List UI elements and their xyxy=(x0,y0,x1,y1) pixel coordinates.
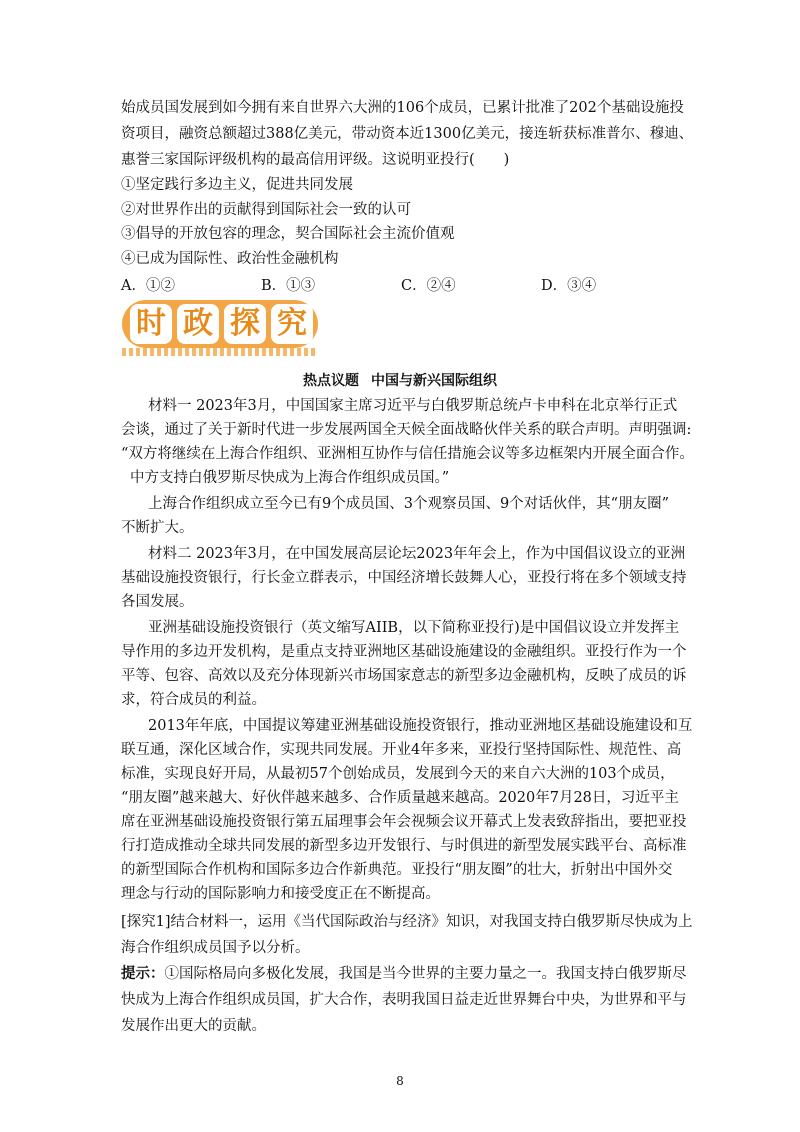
material-line: 亚洲基础设施投资银行（英文缩写AIIB，以下简称亚投行)是中国倡议设立并发挥主 xyxy=(148,620,680,636)
hint-line: 发展作出更大的贡献。 xyxy=(121,1018,266,1034)
banner-stripes xyxy=(122,348,318,356)
material-line: 2013年年底，中国提议筹建亚洲基础设施投资银行，推动亚洲地区基础设施建设和互 xyxy=(148,718,693,734)
banner-char: 探 xyxy=(224,304,266,344)
material-line: 材料二 2023年3月，在中国发展高层论坛2023年年会上，作为中国倡议设立的亚洲 xyxy=(148,546,686,562)
statement-item: ②对世界作出的贡献得到国际社会一致的认可 xyxy=(121,202,411,218)
material-line: 不断扩大。 xyxy=(121,520,194,536)
option-b: B．①③ xyxy=(261,278,316,294)
hint-line xyxy=(121,964,687,984)
banner-char: 时 xyxy=(130,304,172,344)
inquiry-line: [探究1]结合材料一，运用《当代国际政治与经济》知识，对我国支持白俄罗斯尽快成为上 xyxy=(121,914,693,930)
statement-item: ①坚定践行多边主义，促进共同发展 xyxy=(121,177,353,193)
material-line: 导作用的多边开发机构，是重点支持亚洲地区基础设施建设的金融组织。亚投行作为一个 xyxy=(121,644,687,660)
topic-label: 热点议题 xyxy=(303,373,359,389)
banner-char: 政 xyxy=(177,304,219,344)
material-line: 上海合作组织成立至今已有9个成员国、3个观察员国、9个对话伙伴，其“朋友圈” xyxy=(148,496,669,512)
material-line: 材料一 2023年3月，中国国家主席习近平与白俄罗斯总统卢卡申科在北京举行正式 xyxy=(148,398,678,414)
option-d: D．③④ xyxy=(541,278,597,294)
material-line: 标准，实现良好开局，从最初57个创始成员，发展到今天的来自六大洲的103个成员， xyxy=(121,766,675,782)
material-line: 平等、包容、高效以及充分体现新兴市场国家意志的新型多边金融机构，反映了成员的诉 xyxy=(121,668,687,684)
section-banner xyxy=(122,300,318,356)
hint-text: ①国际格局向多极化发展，我国是当今世界的主要力量之一。我国支持白俄罗斯尽 xyxy=(164,966,687,982)
hint-line: 快成为上海合作组织成员国，扩大合作，表明我国日益走近世界舞台中央，为世界和平与 xyxy=(121,992,687,1008)
material-line: 会谈，通过了关于新时代进一步发展两国全天候全面战略伙伴关系的联合声明。声明强调: xyxy=(121,422,692,438)
banner-char: 究 xyxy=(271,304,313,344)
question-text-line: 始成员国发展到如今拥有来自世界六大洲的106个成员，已累计批准了202个基础设施投 xyxy=(121,100,684,116)
statement-item: ④已成为国际性、政治性金融机构 xyxy=(121,251,339,267)
statement-item: ③倡导的开放包容的理念，契合国际社会主流价值观 xyxy=(121,226,455,242)
question-text-line: 惠誉三家国际评级机构的最高信用评级。这说明亚投行( ) xyxy=(121,152,510,168)
inquiry-line: 海合作组织成员国予以分析。 xyxy=(121,940,310,956)
option-a: A．①② xyxy=(121,278,175,294)
material-line: 理念与行动的国际影响力和接受度正在不断提高。 xyxy=(121,886,440,902)
hint-label: 提示： xyxy=(121,966,165,982)
material-line: 联互通，深化区域合作，实现共同发展。开业4年多来，亚投行坚持国际性、规范性、高 xyxy=(121,742,682,758)
material-line: “双方将继续在上海合作组织、亚洲相互协作与信任措施会议等多边框架内开展全面合作。 xyxy=(121,446,694,462)
material-line: 行打造成推动全球共同发展的新型多边开发银行、与时俱进的新型发展实践平台、高标准 xyxy=(121,838,687,854)
material-line: 各国发展。 xyxy=(121,594,194,610)
material-line: 席在亚洲基础设施投资银行第五届理事会年会视频会议开幕式上发表致辞指出，要把亚投 xyxy=(121,814,687,830)
material-line: 求，符合成员的利益。 xyxy=(121,692,266,708)
option-c: C．②④ xyxy=(401,278,456,294)
material-line: 基础设施投资银行，行长金立群表示，中国经济增长鼓舞人心，亚投行将在多个领域支持 xyxy=(121,570,687,586)
material-line: 的新型国际合作机构和国际多边合作新典范。亚投行“朋友圈”的壮大，折射出中国外交 xyxy=(121,862,673,878)
page-number: 8 xyxy=(396,1074,404,1088)
material-line: “朋友圈”越来越大、好伙伴越来越多、合作质量越来越高。2020年7月28日，习近平主 xyxy=(121,790,679,806)
answer-options xyxy=(121,274,681,294)
question-text-line: 资项目，融资总额超过388亿美元，带动资本近1300亿美元，接连斩获标准普尔、穆迪、 xyxy=(121,126,694,142)
topic-heading xyxy=(0,370,800,390)
material-line: 中方支持白俄罗斯尽快成为上海合作组织成员国。” xyxy=(130,470,450,486)
topic-title: 中国与新兴国际组织 xyxy=(371,373,497,389)
